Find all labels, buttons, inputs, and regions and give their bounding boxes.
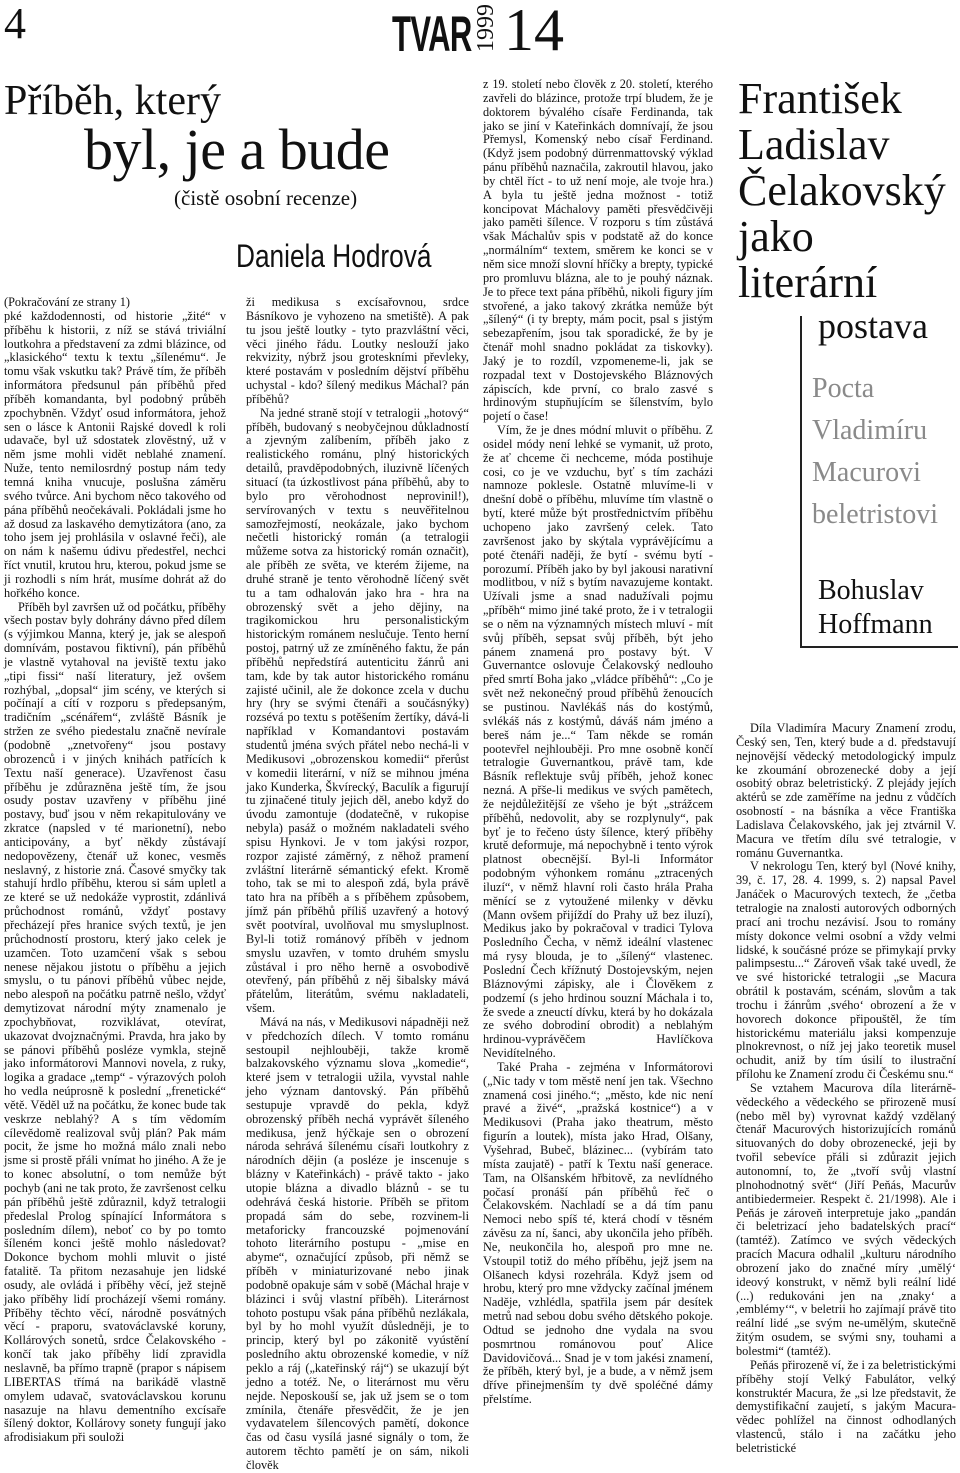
paragraph: Vím, že je dnes módní mluvit o příběhu. Z osidel módy není lehké se vymanit, už proto, že ať chceme či nechceme, móda postihuje cosi, co je ve vzduchu, byť s tím zacházi namnoze poklesle. Ostatně mluvíme-li v dnešní době o příběhu, mluvíme tím vlastně o bytí, které může být prostřednictvím příběhu uchopeno jako završený celek. Tato završenost jako by skýtala vyprávějícímu a poté čtenáři naději, že bytí - svému bytí - porozumí. Příběh jako by byl jakousi narativní modlitbou, v níž s bytím navazujeme kontakt. Užívali jsme a snad nadužívali pojmu „příběh“ mimo jiné také proto, že i v tetralogii se o něm na významných místech mluví - mít svůj příběh, sepsat svůj příběh, být jeho pánem znamená pro postavy být. V Guvernantce oslovuje Čelakovský nedlouho před smrtí Boha jako „vládce příběhů“: „Co je svět než nekonečný proud příběhů ženoucích se pustinou. Navlékáš nás do kostýmů, svlékáš nás z kostýmů, dáváš nám jméno a bereš nám je...“ Tam někde se román pootevřel nejhlouběji. Pro mne osobně končí tetralogie Guvernantkou, právě tam, kde Básník reflektuje svůj příběh, jehož konec nezná. A přše-li medikus ve svých pamětech, že nejdůležitější ze všeho je být „strážcem příběhů, nedovolit, aby se rozplynuly“, pak byť je to řečeno ústy šílence, který příběhy krutě deformuje, má nepochybně i tento výrok platnost obecnější. Byl-li Informátor podobným výhonkem románu „ztracených iluzí“, v němž hlavní roli často hrála Praha měnící se z vytoužené milenky v děvku (Mann ovšem přijíždí do Prahy už bez iluzí), Medikus jako by pokračoval v tradici Tylova Posledního Čecha, v němž ideální vlastenec má rysy blouda, je to „šílený“ vlastenec. Poslední Čech křížnutý Dostojevským, nejen Bláznovými zápisky, ale i Člověkem z podzemí (s jeho hrdinou souzní Máchala i to, že svede a zneuctí dívku, která by ho dokázala ze svého dobrodiní obrodit) a neblahým hrdinou-vyprávěčem Havlíčkova Nevidítelného. <box>483 423 713 1061</box>
article-column-1 <box>4 296 226 1464</box>
paragraph: Příběh byl završen už od počátku, příběhy všech postav byly dohrány dávno před dílem (s výjimkou Manna, který je, jak se alespoň domnívám, postavou fiktivní), pán příběhů je vlastně vytahoval na jeviště textu jako „tipi fissi“ naší literatury, jež ovšem rozhýbal, „dopsal“ jim scény, ve kterých si počínají a cítí v rozporu s předepsaným, tradičním „scénářem“, zvláště Básník je stržen ze svého piedestalu značně nevírale (podobně „znetvořeny“ jsou postavy obrozenců i v jiných knihách patřících k Textu naší generace). Uzavřenost času příběhu je zdůrazněna ještě tím, že jsou osudy postav uzavřeny v příběhu jiné postavy, buď jsou v něm rekapitulovány ve zkratce (napsled v té marionetní), nebo anticipovány, a byť někdy zůstávají nedopovězeny, čtenář už konec, vesměs neslavný, z historie zná. Časové smyčky tak stahují hrdlo příběhu, kterou si sám upletl a ze které se už nedokáže vyprostit, zdánlivá průchodnost románů, vždyť postavy přecházejí přes hranice svých textů, je jen průchodností prostoru, který jako celek je uzamčen. Toto uzamčení však s sebou nenese nějakou jistotu o příběhu a jejich smyslu, o tu pánovi příběhů vůbec nejde, nebo alespoň na počátku patrně nešlo, vždyť demytizovat národní mýty znamenalo je zpochybňovat, rozviklávat, otevírat, ukazovat dvojznačnými. Pravda, hra jako by se pánovi příběhů poslézе vymkla, stejně jako informátorovi Mannovi novela, z ruky, logika a gradace „temp“ - výrazových poloh ho vedla neúprosně k poslední „frenetické“ větě. Věděl už na počátku, že konec bude tak veskrze neblahý? A s tím vědomím cílevědomě realizoval svůj plán? Pak mám pocit, že jsme ho možná málo znali nebo jsme si prostě přáli vnímat ho jiného. A že je to konec absolutní, o tom nemůže být pochyb (ani ne tak proto, že završenost celku pán příběhů ještě zdůraznil, když tetralogii předeslal Prolog spínající Informátora s posledním dílem), neboť co by po tomto šíleném konci ještě mohlo následovat? Dokonce bychom mohli mluvit o jisté fatalitě. Ta přitom nezasahuje jen lidské osudy, ale ovládá i příběhy věcí, jež stejně jako příběhy lidí procházejí všemi romány. Příběhy těchto věcí, národně posvátných věcí - praporu, svatováclavské koruny, Kollárových sonetů, srdce Čelakovského - končí tak jako příběhy lidí zpravidla neslavně, ba přímo trapně (prapor s nápisem LIBERTAS třímá na barikádě vlastně omylem udavač, svatováclavskou korunu nasazuje na hlavu dementního excísaře šílený doktor, Kollárovy sonety fungují jako afrodisiakum při souloži <box>4 599 226 1445</box>
paragraph: Také Praha - zejména v Informátorovi („Nic tady v tom městě není jen tak. Všechno znamená cosi jiného.“; „město, kde nic není pravé a živé“, „pražská kostnice“) a v Medikusovi (Praha jako theatrum, město figurín a loutek), místa jako Hrad, Olšany, Vyšehrad, Bubeč, blázinec... (vybírám tato místa zaujatě) - patří k Textu naší generace. Tam, na Olšanském hřbitově, za nevlídného počasí pronáší pán příběhů řeč o Čelakovském. Nachladí se a dá tím panu Nemoci nebo spíš té, která chodí v těsném závěsu za ní, šanci, aby ukončila jeho příběh. Ne, neukončila ho, alespoň pro mne ne. Vstoupil totiž do mého příběhu, jejž jsem na Olšanech kdysi rozehrála. Když jsem od hrobu, který pro mne vždycky začínal jménem Naděje, vzhlédla, spatřila jsem pár desítek metrů nad sebou dobu svého dětského pokoje. Odtud se jednoho dne vydala na svou posmrtnou románovou pouť Alice Davidovičová... Snad je v tom jakési znamení, že příběh, který byl, je a bude, a v němž jsem dříve přinejmenším ty dvě spoléčné dámy přelstíme. <box>483 1059 713 1407</box>
title-line: literární <box>738 258 878 307</box>
vertical-rule <box>800 316 802 646</box>
paragraph: Mává na nás, v Medikusovi nápadněji než v předchozích dílech. V tomto románu sestoupil nejhlouběji, takže kromě balzakovského významu slova „komedie“, které jsem v tetralogii užila, vyvstal nahle jeho význam dantovský. Pán příběhů sestupuje vpravdě do pekla, když obrozenský příběh nechá vyprávět šíleného medikusa, jenž hýčkaje sen o obrození národa sehrává šílenému císaři loutkohry z národních dějin (a posléze je inscenuje s blázny v Kateřinkách) - právě takto - jako utopie blázna a divadlo bláznů - se tu odehrává česká historie. Příběh se přitom propadá sám do sebe, rozvinem-li metaforicky francouzské pojmenování tohoto literárního postupu - „mise en abyme“, označující způsob, při němž se příběh v miniaturizované nebo jinak podobně opakuje sám v sobě (Máchal hraje v blázinci i svůj vlastní příběh). Literárnost tohoto postupu však pána příběhů nezlákala, byl by ho mohl využít důsledněji, je to princip, který byl po zákonitě vyústění posledního aktu obrozenské komedie, v níž peklo a ráj („kateřinský ráj“) se ukazují být jedno a totéž. Ne, o literárnost mu věru nejde. Neposkouší se, jak už jsem se o tom zmínila, čtenáře přesvědčit, že je jen vydavatelem šílencových pamětí, dokonce čas od času vysílá jasné signály o tom, že autorem těchto pamětí je on sám, nikoli člověk <box>246 1014 469 1472</box>
paragraph: z 19. století nebo člověk z 20. století, kterého zavřeli do blázince, protože trpí bludem, že je doktorem bývalého císaře Ferdinanda, tak jako se jiní v Kateřinkách domnívají, že jsou Přemysl, Komenský nebo císař Ferdinand. (Když jsem podobný dürrenmattovský výklad pánu příběhů naznačila, zakroutil hlavou, jako by chtěl říct - to už není moje, ale tvoje hra.) A byla tu ještě jedna možnost - totiž koncipovat Máchalovy paměti přesvědčivěji jako paměti šílence. V rozporu s tím zůstává však Máchalův spis v podstatě až do konce „normálním“ textem, směrem ke konci se v něm sice množí slovní hříčky a brepty, typické pro promluvu blázna, ale to je pouhý náznak. Je to přece text pána příběhů, nikoli figury jím stvořené, a jako takový zkrátka nemůže být „šílený“ (i ty brepty, mám pocit, psal s jistým sebezapřením, jsou tak sporadické, že by je čtenář mohl snadno pokládat za tiskovky). Jaký je to rozdíl, vzpomeneme-li, jak se rozpadal text v Dostojevského Bláznových zápiscích, kde první, co bralo zasvé s hrdinovým stupňujícím se šílenstvím, bylo pojetí o čase! <box>483 77 713 424</box>
author-first-name: Bohuslav <box>818 575 924 606</box>
masthead-issue: 14 <box>504 0 564 63</box>
paragraph: ži medikusa s excísařovnou, srdce Básníkovo je vyhozeno na smetiště). A pak tu jsou ještě loutky - tyto prazvláštní věci, věci jiného řádu. Loutky neslouží jako rekvizity, nýbrž jsou groteskními převleky, které postavám v posledním dějství příběhu uchystal - kdo? šílený medikus Máchal? pán příběhů? <box>246 295 469 406</box>
right-article-title <box>738 76 958 306</box>
headline-subtitle: (čistě osobní recenze) <box>174 186 358 210</box>
title-line: František <box>738 74 902 123</box>
masthead-title: TVAR <box>392 6 472 62</box>
tribute-line: Vladimíru <box>812 415 928 446</box>
article-author: Daniela Hodrová <box>236 238 432 274</box>
article-column-2 <box>246 295 469 1472</box>
right-article-author <box>818 574 933 642</box>
headline-line-2: byl, je a bude <box>84 117 390 182</box>
tribute-line: Pocta <box>812 373 875 404</box>
continuation-note: (Pokračování ze strany 1) <box>4 295 130 309</box>
masthead-year: 1999 <box>473 4 499 52</box>
paragraph: Na jedné straně stojí v tetralogii „hotový“ příběh, budovaný s neobyčejnou důkladností a zjevným zalíbením, příběh jako z realistického románu, plný historických detailů, pravděpodobných, iluzivně líčených situací (ta úzkostlivost pána příběhů, aby to bylo pro věrohodnost neprovinil!), servírovaných v textu s neuvěřitelnou samozřejmostí, neokázale, jako bychom nečetli historický román (a tetralogii můžeme sotva za historický román označit), ale příběh ze světa, ve kterém žijeme, na druhé straně je tento věrohodně líčený svět tu a tam odhalován jako hra - hra na obrozenský svět a jeho dějiny, na tragikomickou hru personalistickým historickým románem neslučuje. Tento herní postoj, patrný už ze zmíněného faktu, že pán příběhů nepředstírá autenticitu žánrů ani tam, kde by tak autor historického románu zajisté učinil, ale že dokonce zcela v duchu hry (hry se svými čtenáři a součásnýky) rozsévá po textu s potěšením žertíky, dává-li například v Komandantovi postavám studentů jména svých přátel nebo nechá-li v Medikusovi „obrozenskou komedii“ přerůst v komedii literární, v níž se mihnou jména jako Kunderka, Škvírecký, Baculík a figurují tu zjinačené tituly jejich děl, anebo když do úvodu zamontuje (dodatečně, v rukopise nebyla) pasáž o možném nakladateli svého spisu Hynkovi. Je v tom jakýsi rozpor, rozpor zajisté záměrný, z něhož pramení zvláštní literárně sémantický efekt. Kromě toho, tak se mi to alespoň zdá, byla právě tato hra na příběh a s příběhem způsobem, jímž pán příběhů příliš uzavřený a hotový svět pootvíral, uvolňoval mu smysluplnost. Byl-li totiž románový příběh v jednom smyslu uzavřen, v tomto druhém smyslu zůstával i pro něho herně a osvobodivě otevřený, pán příběhů z něj šibalsky mává přátelům, literátům, svému nakladateli, všem. <box>246 405 469 1016</box>
right-article-tribute <box>812 368 938 536</box>
headline-line-1: Příběh, který <box>4 78 221 124</box>
paragraph: Peňás přirozeně ví, že i za beletristickými příběhy stojí Velký Fabulátor, velký konstruktér Macura, že „si lze představit, že demystifikační zaujetí, s jakým Macura-vědec pohlížel na činnost odhodlaných vlastenců, stálo i na začátku jeho beletristické <box>736 1357 956 1455</box>
paragraph: V nekrologu Ten, který byl (Nové knihy, 39, č. 17, 28. 4. 1999, s. 2) napsal Pavel Janáček o Macurových textech, že „četba tetralogie na znalosti autorových odborných prací ani trochu nezávisí. Jsou to romány místy dokonce velmi osobní a vždy velmi lidské, k součásné próze se přimykají prvky palimpsestu...“ Zároveň však také uvedl, že ve své historické tetralogii „se Macura obrátil k postavám, scénám, slovům a tak trochu i žánrům ,svého‘ obrození a že v hovorech dokonce připouštěl, že tím historickému materiálu jaksi kompenzuje plnokrevnost, o níž jej jako teoretik musel ochudit, aniž by tím úsilí to ilustrační přílohu ke Znamení zrodu či Českému snu.“ <box>736 859 956 1082</box>
title-line: Čelakovský <box>738 166 946 215</box>
title-line: Ladislav <box>738 120 890 169</box>
article-column-3 <box>483 78 713 1464</box>
tribute-line: Macurovi <box>812 457 921 488</box>
article-column-4 <box>736 722 956 1464</box>
title-line: jako <box>738 212 814 261</box>
page-number: 4 <box>4 0 26 48</box>
paragraph: Se vztahem Macurova díla literárně-vědeckého a vědeckého se přirozeně musí (nebo měl by) vyrovnat každý vzdělaný čtenář Macurových historizujících románů situovaných do doby obrozenecké, jeji by tvořil sebevíce přáli si zdůrazit jejich autonomní, to, že „tvoří svůj vlastní plnohodnotný svět“ (Jiří Peňás, Macurův antibiedermeier. Respekt č. 21/1998). Ale i Peňás je zároveň interpretuje jako „pandán či beletrizací jeho badatelských prací“ (tamtéž). Zatímco ve svých vědeckých pracích Macura odhalil „kulturu národního obrození jako do značné míry ,umělý‘ ideový konstrukt, v němž byli reální lidé (...) redukováni jen na ,znaky‘ a ,emblémy‘“, v beletrii ho zajímají právě tito reální lidé „se svým ne-umělým, skutečně žitým osudem, se svými sny, touhami a bolestmi“ (tamtéž). <box>736 1080 956 1358</box>
author-last-name: Hoffmann <box>818 609 933 640</box>
right-article-title-last: postava <box>818 306 928 346</box>
masthead <box>392 0 592 70</box>
tribute-line: beletristovi <box>812 499 938 530</box>
paragraph: pké každodennosti, od historie „žité“ v příběhu k historii, z níž se stává triviální loutkohra a představení za zdmi blázince, od „klasického“ textu k textu „šílenému“. Je tomu však vskutku tak? Právě tím, že příběh informátora předsunul pán příběhů před příběh komandanta, byl podobný průběh zpochybněn. Vždyť osud informátora, jehož sen o lásce k Antonii Rajské dovedl k roli udavače, byl už sdostatek zlověstný, už v něm jsme mohli vidět neblahé znamení. Nuže, tento nemilosrdný postup nám tedy temná kniha vnucuje, poslušna záměru svého tvůrce. Ani bychom něco takového od pána příběhů neočekávali. Pokládali jsme ho až dosud za laskavého demytizátora (ano, za toho jsem jej prohlásila v oslavné řeči), ale on nám k našemu údivu předestřel, nechci říct vnutil, krutou hru, kterou, pokud jsme se ji rozhodli s ním hrát, musíme dohrát až do hořkého konce. <box>4 308 226 600</box>
horizontal-rule <box>800 646 958 648</box>
paragraph: Díla Vladimíra Macury Znamení zrodu, Český sen, Ten, který bude a d. představují nejnovější vědecký metodologický impulz ke zkoumání obrozenecké doby a její osobitý obraz beletristický. Z plejády jejích aktérů se zde zaměříme na jednu z vůdčích osobností - na básníka a věce Františka Ladislava Čelakovského, jak jej ztvárnil V. Macura ve třetím dílu své tetralogie, v románu Guvernantka. <box>736 721 956 860</box>
